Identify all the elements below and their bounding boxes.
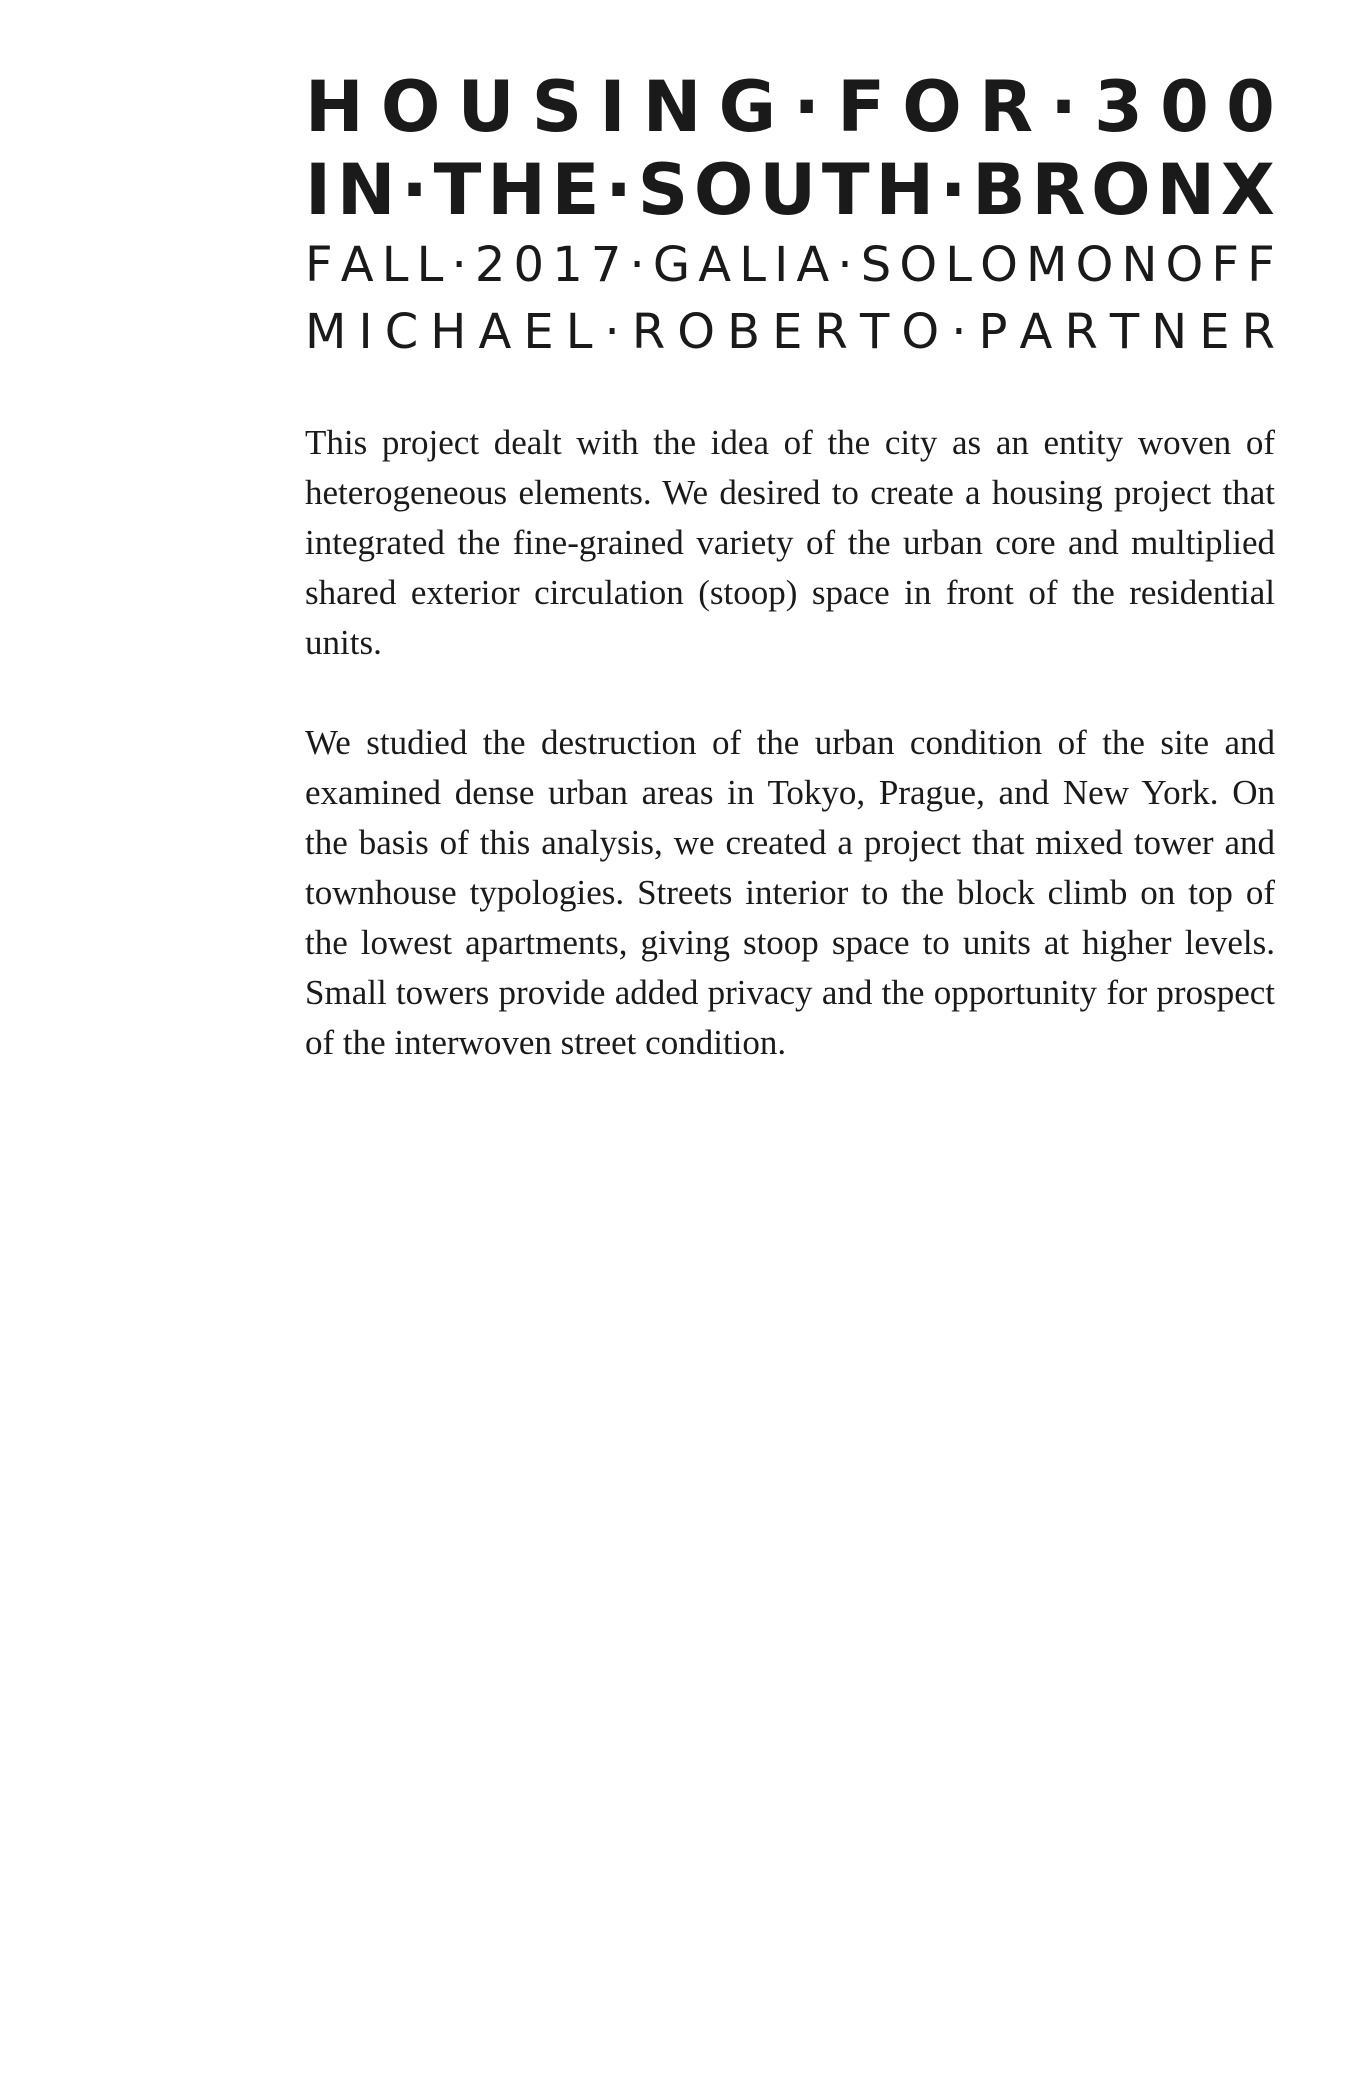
separator-dot: · [837, 237, 853, 293]
heading-char: F [1247, 237, 1275, 293]
heading-char: H [487, 149, 546, 231]
heading-char: H [430, 304, 467, 360]
heading-char: 7 [590, 237, 622, 293]
heading-char: R [631, 304, 666, 360]
heading-char: T [859, 304, 890, 360]
heading-char: T [821, 149, 870, 231]
separator-dot: · [1050, 66, 1077, 148]
heading-char: N [1156, 149, 1216, 231]
heading-char: R [1031, 149, 1086, 231]
heading-char: L [739, 237, 766, 293]
heading-char: 2 [474, 237, 506, 293]
heading-char: N [1121, 237, 1158, 293]
heading-char: O [901, 304, 940, 360]
heading-char: O [1091, 149, 1151, 231]
heading-char: L [945, 237, 972, 293]
heading-char: P [978, 304, 1008, 360]
heading-char: I [358, 304, 373, 360]
heading-char: C [384, 304, 419, 360]
heading-char: O [1165, 237, 1204, 293]
separator-dot: · [604, 304, 620, 360]
heading-char: M [1026, 237, 1068, 293]
heading-char: O [902, 66, 962, 148]
heading-char: 0 [1160, 66, 1209, 148]
separator-dot: · [629, 237, 645, 293]
heading-char: 0 [513, 237, 545, 293]
heading-char: O [677, 304, 716, 360]
heading-char: G [652, 237, 691, 293]
heading-char: 0 [1226, 66, 1275, 148]
heading-char: I [305, 149, 332, 231]
separator-dot: · [451, 237, 467, 293]
heading-char: L [565, 304, 593, 360]
heading-char: R [1064, 304, 1098, 360]
separator-dot: · [939, 149, 967, 231]
heading-char: M [305, 304, 347, 360]
separator-dot: · [793, 66, 820, 148]
heading-char: O [1075, 237, 1114, 293]
title-line-2 [305, 149, 1275, 231]
heading-char: H [875, 149, 935, 231]
heading-char: A [478, 304, 512, 360]
body-text [305, 418, 1275, 1118]
heading-char: R [979, 66, 1033, 148]
heading-char: U [457, 66, 515, 148]
heading-char: O [693, 149, 754, 231]
heading-char: A [698, 237, 732, 293]
heading-char: X [1220, 149, 1275, 231]
heading-char: F [1211, 237, 1240, 293]
heading-char: A [340, 237, 374, 293]
heading-char: F [837, 66, 886, 148]
heading-char: I [774, 237, 789, 293]
subtitle-partner-line [305, 304, 1275, 360]
subtitle-course-line [305, 237, 1275, 293]
heading-char: N [336, 149, 396, 231]
heading-char: S [531, 66, 583, 148]
heading-char: L [381, 237, 409, 293]
separator-dot: · [605, 149, 632, 231]
separator-dot: · [401, 149, 428, 231]
separator-dot: · [951, 304, 967, 360]
heading-char: R [814, 304, 848, 360]
heading-char: E [523, 304, 554, 360]
heading-char: R [1241, 304, 1275, 360]
heading-char: A [796, 237, 830, 293]
paragraph-intro: This project dealt with the idea of the city as an entity woven of heterogeneous elements. We desired to create a housing project that integrated the fine-grained variety of the urban core and multiplied shared exterior circulation (stoop) space in front of the residential units. [305, 423, 1275, 662]
heading-char: 1 [552, 237, 583, 293]
heading-char: T [433, 149, 482, 231]
paragraph-analysis: We studied the destruction of the urban condition of the site and examined dense urban areas in Tokyo, Prague, and New York. On the basis of this analysis, we created a project that mixed tower and townhouse typologies. Streets interior to the block climb on top of the lowest apartments, giving stoop space to units at higher levels. Small towers provide added privacy and the opportunity for prospect of the interwoven street condition. [305, 723, 1275, 1062]
heading-char: S [860, 237, 892, 293]
heading-char: G [718, 66, 777, 148]
heading-char: U [759, 149, 817, 231]
heading-char: I [599, 66, 626, 148]
heading-char: T [1109, 304, 1140, 360]
heading-char: S [637, 149, 689, 231]
heading-char: B [727, 304, 761, 360]
heading-char: L [416, 237, 444, 293]
heading-char: E [772, 304, 803, 360]
heading-char: H [305, 66, 364, 148]
heading-char: O [380, 66, 441, 148]
heading-char: E [1199, 304, 1230, 360]
heading-char: N [642, 66, 702, 148]
heading-char: N [1151, 304, 1188, 360]
heading-char: F [305, 237, 333, 293]
heading-char: O [899, 237, 938, 293]
heading-char: O [980, 237, 1018, 293]
title-line-1 [305, 66, 1275, 148]
heading-char: B [972, 149, 1026, 231]
heading-char: A [1019, 304, 1053, 360]
heading-char: E [551, 149, 600, 231]
heading-char: 3 [1094, 66, 1143, 148]
